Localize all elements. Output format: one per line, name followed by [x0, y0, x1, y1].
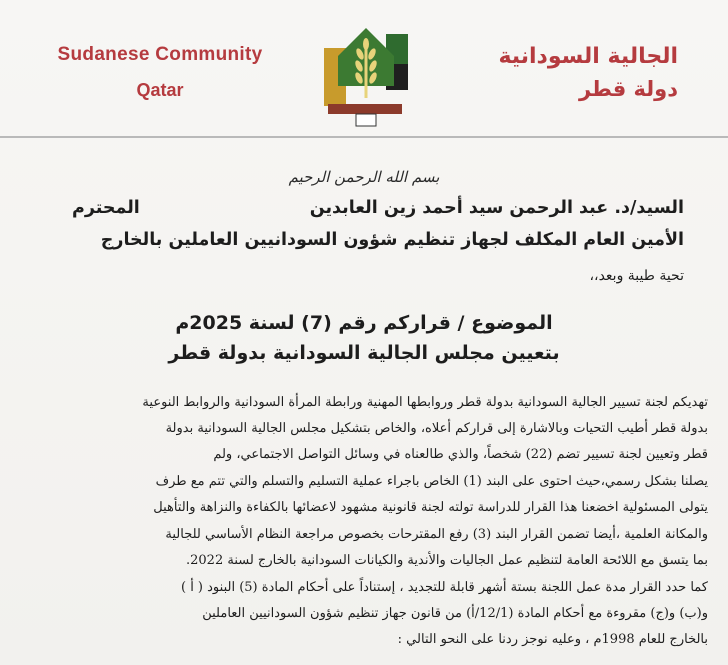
subject-block	[0, 308, 728, 368]
body-line: كما حدد القرار مدة عمل اللجنة بستة أشهر قابلة للتجديد ، إستناداً على أحكام المادة (5) البنود ( أ )	[180, 580, 708, 595]
body-line: تهديكم لجنة تسيير الجالية السودانية بدولة قطر وروابطها المهنية ورابطة المرأة السودانية والروابط النوعية	[142, 395, 708, 410]
letterhead-divider	[0, 136, 728, 138]
greeting: تحية طيبة وبعد،،	[589, 268, 684, 284]
letterhead-en-country: Qatar	[136, 80, 184, 100]
addressee-respect: المحترم	[72, 198, 140, 218]
subject-line-1: الموضوع / قراركم رقم (7) لسنة 2025م	[175, 312, 553, 334]
body-line: بالخارج للعام 1998م ، وعليه نوجز ردنا على النحو التالي :	[397, 632, 708, 647]
letterhead-arabic	[478, 44, 678, 101]
addressee-name: السيد/د. عبد الرحمن سيد أحمد زين العابدين	[309, 198, 684, 218]
letterhead-ar-country: دولة قطر	[578, 77, 678, 101]
body-line: والمكانة العلمية ،أيضا تضمن القرار البند (3) رفع المقترحات بخصوص مراجعة النظام الأساسي للجالية	[165, 527, 708, 542]
subject-line-2: بتعيين مجلس الجالية السودانية بدولة قطر	[168, 342, 560, 364]
body-line: بما يتسق مع اللائحة العامة لتنظيم عمل الجاليات والأندية والكيانات السودانية بالخارج لسنة 2022.	[185, 553, 708, 568]
body-line: يتولى المسئولية اخضعنا هذا القرار للدراسة تولته لجنة قانونية مشهود لاعضائها بالكفاءة والنزاهة والتأهيل	[153, 500, 708, 515]
letterhead-ar-name: الجالية السودانية	[498, 44, 678, 69]
body-line: يصلنا بشكل رسمي،حيث احتوى على البند (1) الخاص باجراء عملية التسليم والتسلم والتي تتم مع طرف	[155, 474, 708, 489]
basmala: بسم الله الرحمن الرحيم	[288, 168, 440, 186]
letterhead-en-name: Sudanese Community	[57, 44, 263, 65]
body-line: بدولة قطر أطيب التحيات وبالاشارة إلى قراركم أعلاه، والخاص بتشكيل مجلس الجالية السودانية بدولة	[165, 421, 708, 436]
wheat-emblem-icon	[318, 26, 414, 128]
letterhead-english	[40, 44, 280, 101]
addressee-title: الأمين العام المكلف لجهاز تنظيم شؤون السودانيين العاملين بالخارج	[100, 230, 684, 250]
addressee-line	[44, 198, 684, 218]
body-line: و(ب) و(ج) مقروءة مع أحكام المادة (12/1/أ) من قانون جهاز تنظيم شؤون السودانيين العاملين	[202, 606, 708, 621]
body-line: قطر وتعيين لجنة تسيير تضم (22) شخصاً، والذي طالعناه في وسائل التواصل الاجتماعي، ولم	[213, 447, 708, 462]
